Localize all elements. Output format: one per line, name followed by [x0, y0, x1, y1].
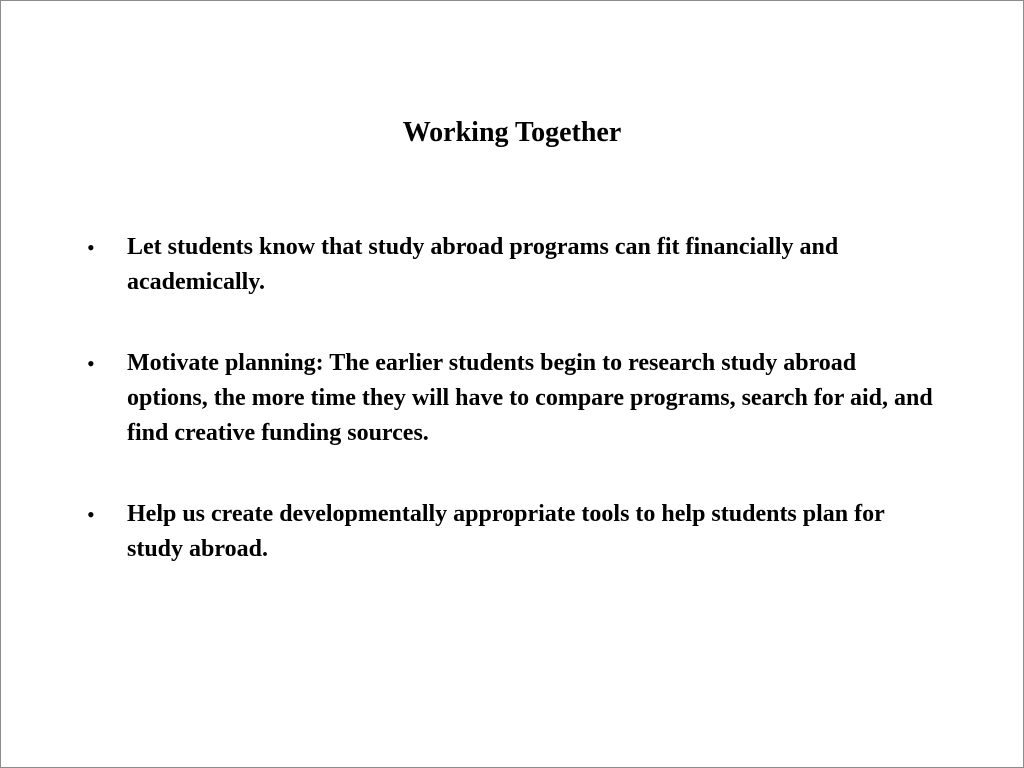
bullet-list	[87, 230, 937, 613]
bullet-text: Motivate planning: The earlier students begin to research study abroad options, the more time they will have to compare programs, search for aid, and find creative funding sources.	[127, 350, 933, 446]
bullet-item	[87, 230, 937, 300]
bullet-dot-icon: •	[87, 351, 95, 376]
bullet-dot-icon: •	[87, 502, 95, 527]
slide-title: Working Together	[402, 117, 622, 148]
bullet-dot-icon: •	[87, 235, 95, 260]
bullet-text: Let students know that study abroad programs can fit financially and academically.	[127, 234, 839, 295]
bullet-item	[87, 497, 937, 567]
bullet-text: Help us create developmentally appropriate tools to help students plan for study abroad.	[127, 501, 885, 562]
bullet-item	[87, 346, 937, 451]
